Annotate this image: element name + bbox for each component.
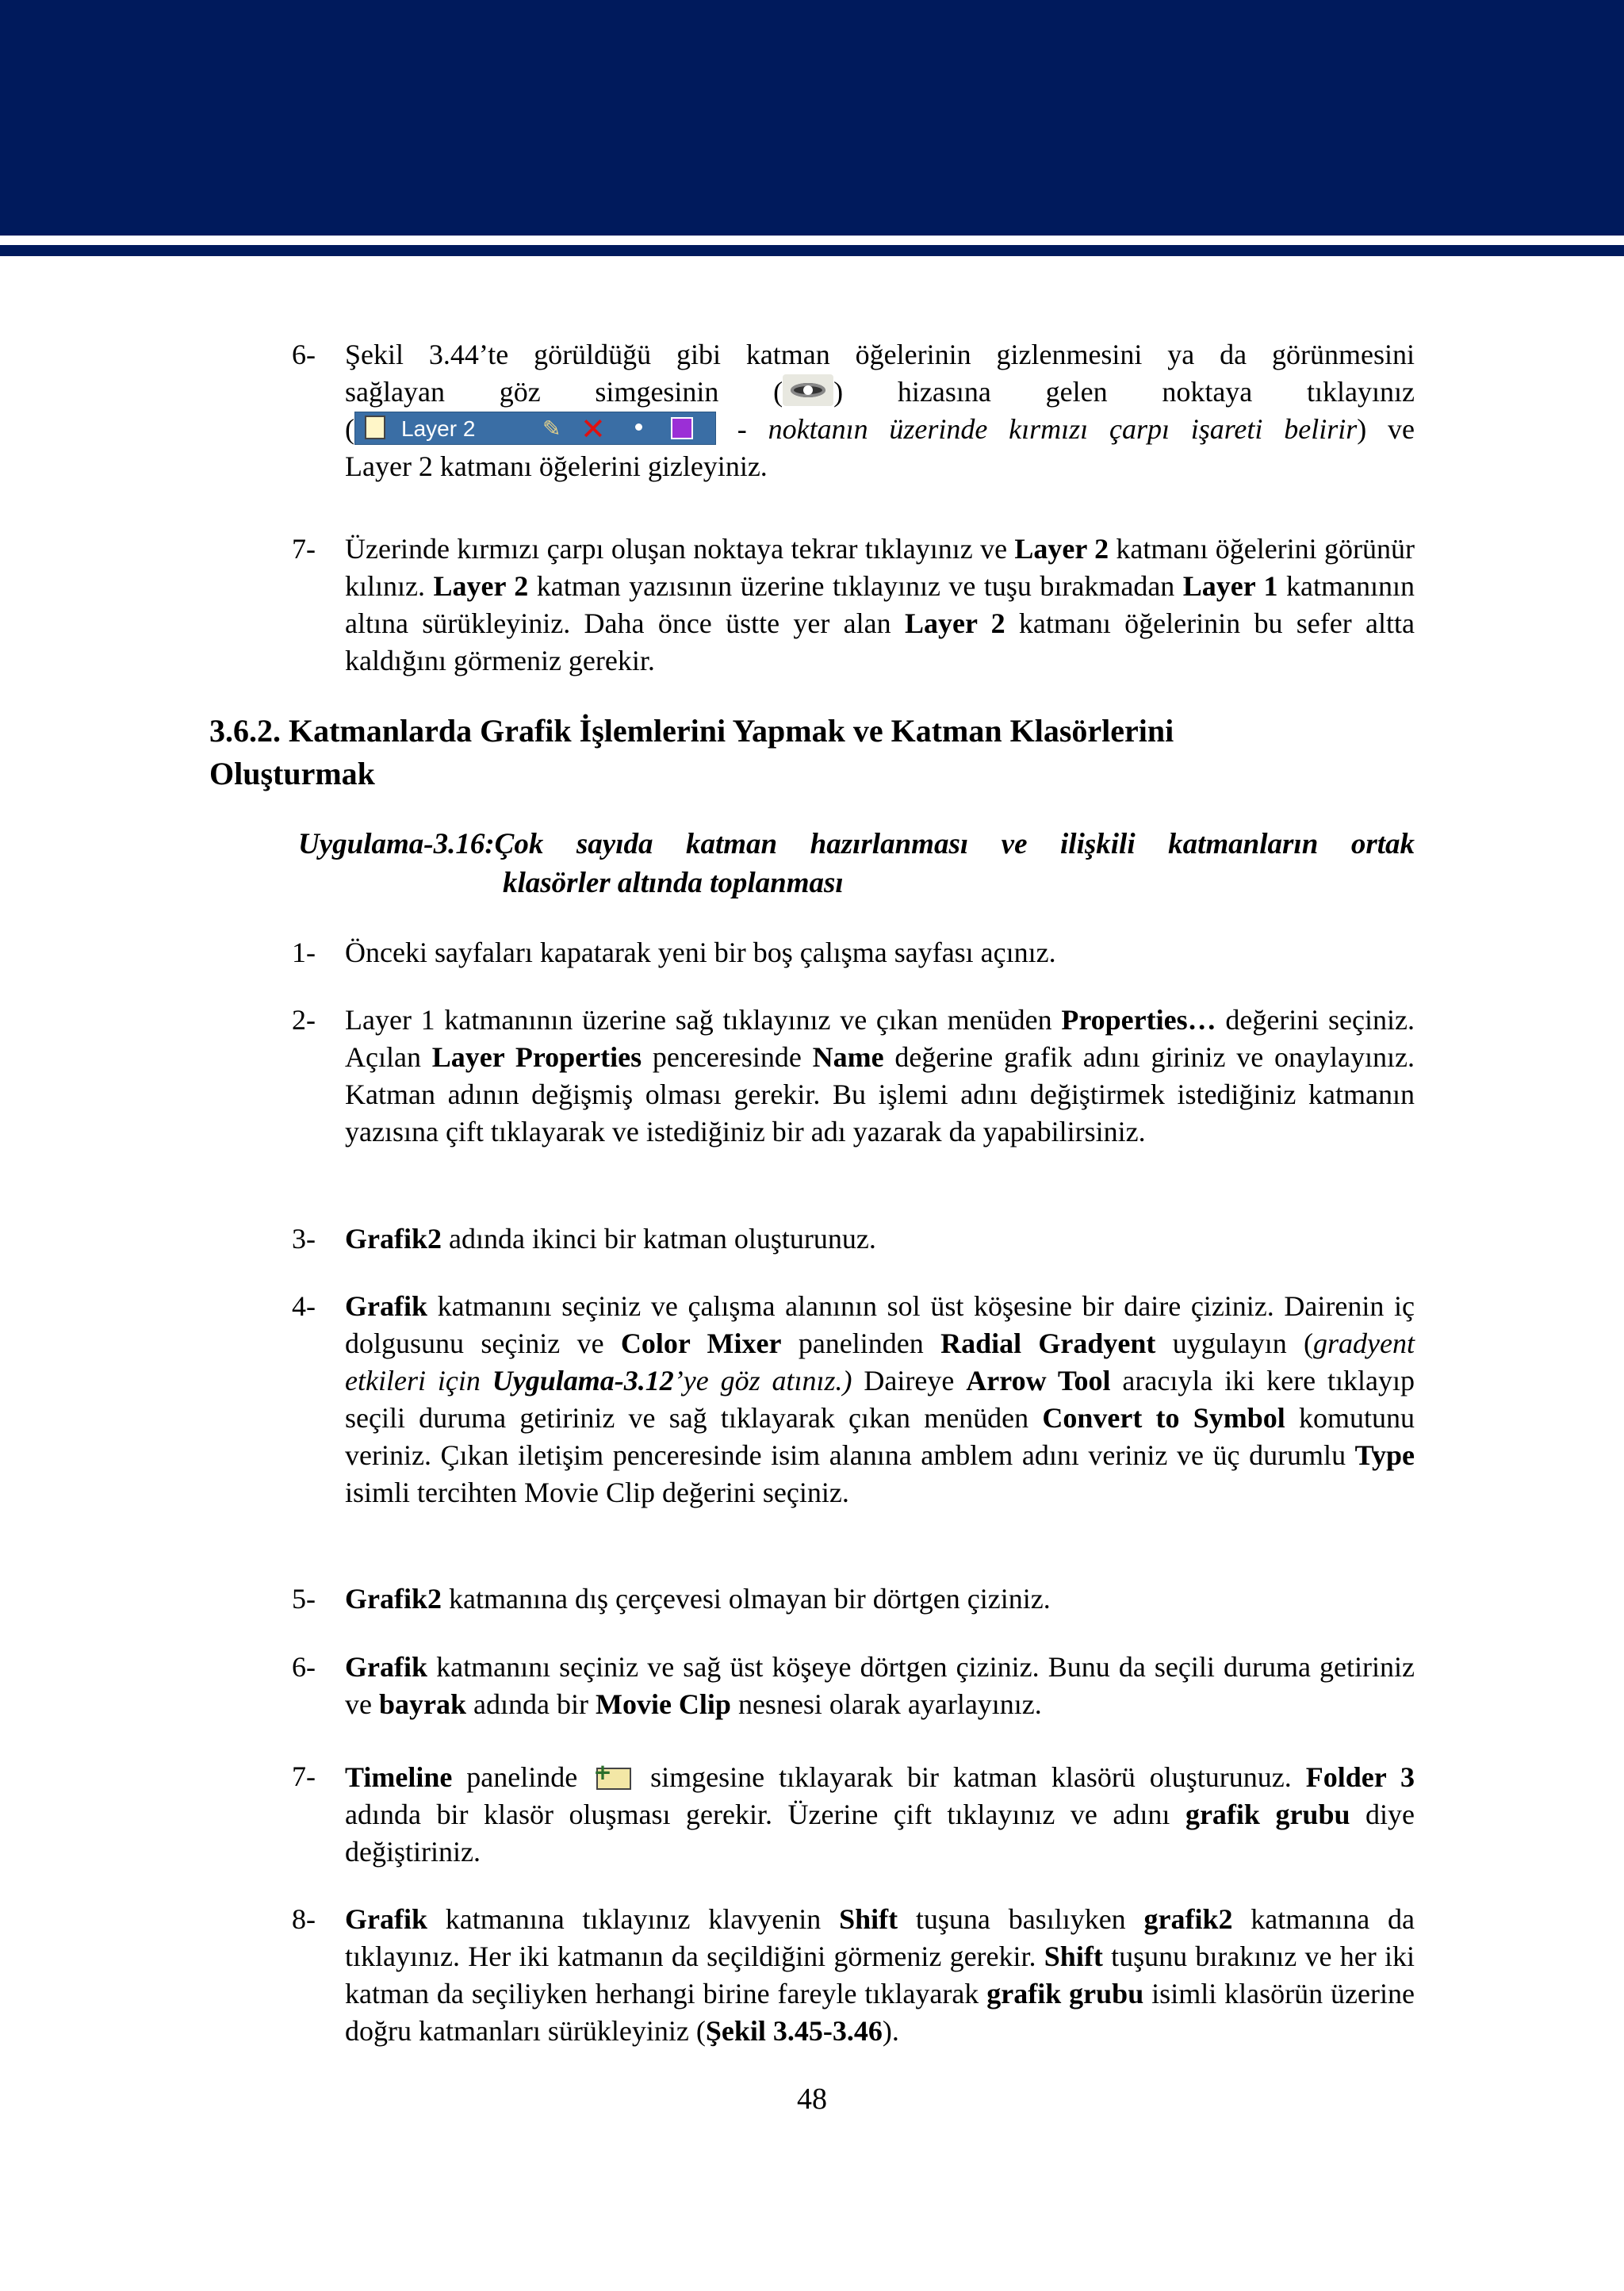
item-number: 2-	[292, 1004, 316, 1036]
application-title: Uygulama-3.16:Çok sayıda katman hazırlanması ve ilişkili katmanların ortak klasörler altında toplanması	[298, 828, 1415, 899]
item-number: 5-	[292, 1583, 316, 1615]
layer-row-icon	[354, 412, 716, 445]
list-item	[292, 934, 1415, 971]
item-number: 8-	[292, 1903, 316, 1935]
header-rule	[0, 245, 1624, 256]
item-number: 6-	[292, 339, 316, 370]
item-number: 4-	[292, 1290, 316, 1322]
red-x-icon: ✕	[580, 412, 606, 446]
list-item	[292, 1002, 1415, 1151]
item-number: 3-	[292, 1223, 316, 1255]
item-text: Şekil 3.44’te görüldüğü gibi katman öğelerinin gizlenmesini ya da görünmesini sağlayan göz simgesinin ( ) hizasına gelen noktaya tıklayınız ( Layer 2 ✎ ✕ - noktanın üzerinde kırmızı çarpı işareti belirir) ve Layer 2 katmanı öğelerini gizleyiniz.	[345, 339, 1415, 482]
pencil-icon: ✎	[542, 416, 561, 442]
header-band	[0, 0, 1624, 236]
list-item	[292, 531, 1415, 680]
item-number: 1-	[292, 937, 316, 968]
item-text: Layer 1 katmanının üzerine sağ tıklayınız ve çıkan menüden Properties… değerini seçiniz. Açılan Layer Properties penceresinde Name değerine grafik adını giriniz ve onaylayınız. Katman adının değişmiş olması gerekir. Bu işlemi adını değiştirmek istediğiniz katmanın yazısına çift tıklayarak ve istediğiniz bir adı yazarak da yapabilirsiniz.	[345, 1004, 1415, 1147]
item-number: 6-	[292, 1651, 316, 1683]
item-text: Grafik katmanını seçiniz ve çalışma alanının sol üst köşesine bir daire çiziniz. Dairenin iç dolgusunu seçiniz ve Color Mixer panelinden Radial Gradyent uygulayın (gradyent etkileri için Uygulama-3.12’ye göz atınız.) Daireye Arrow Tool aracıyla iki kere tıklayıp seçili duruma getiriniz ve sağ tıklayarak çıkan menüden Convert to Symbol komutunu veriniz. Çıkan iletişim penceresinde isim alanına amblem adını veriniz ve üç durumlu Type isimli tercihten Movie Clip değerini seçiniz.	[345, 1290, 1415, 1508]
list-item	[292, 336, 1415, 485]
new-folder-icon	[592, 1758, 636, 1791]
item-text: Timeline panelinde + simgesine tıklayarak bir katman klasörü oluşturunuz. Folder 3 adında bir klasör oluşması gerekir. Üzerine çift tıklayınız ve adını grafik grubu diye değiştiriniz.	[345, 1758, 1415, 1871]
layer-page-icon	[365, 416, 385, 439]
item-number: 7-	[292, 533, 316, 565]
item-text: Grafik katmanına tıklayınız klavyenin Shift tuşuna basılıyken grafik2 katmanına da tıklayınız. Her iki katmanın da seçildiğini görmeniz gerekir. Shift tuşunu bırakınız ve her iki katman da seçiliyken herhangi birine fareyle tıklayarak grafik grubu isimli klasörün üzerine doğru katmanları sürükleyiniz (Şekil 3.45-3.46).	[345, 1903, 1415, 2047]
list-item	[292, 1901, 1415, 2050]
dot-icon	[635, 423, 642, 431]
list-item	[292, 1649, 1415, 1723]
eye-icon	[783, 374, 833, 406]
item-number: 7-	[292, 1760, 316, 1792]
section-heading: 3.6.2. Katmanlarda Grafik İşlemlerini Yapmak ve Katman Klasörlerini Oluşturmak	[209, 713, 1174, 791]
item-text: Üzerinde kırmızı çarpı oluşan noktaya tekrar tıklayınız ve Layer 2 katmanı öğelerini görünür kılınız. Layer 2 katman yazısının üzerine tıklayınız ve tuşu bırakmadan Layer 1 katmanının altına sürükleyiniz. Daha önce üstte yer alan Layer 2 katmanı öğelerinin bu sefer altta kaldığını görmeniz gerekir.	[345, 533, 1415, 676]
list-item	[292, 1288, 1415, 1511]
page-number: 48	[797, 2082, 827, 2116]
list-item	[292, 1220, 1415, 1258]
layer-label: Layer 2	[401, 416, 476, 441]
item-text: Önceki sayfaları kapatarak yeni bir boş çalışma sayfası açınız.	[345, 937, 1056, 968]
item-text: Grafik katmanını seçiniz ve sağ üst köşeye dörtgen çiziniz. Bunu da seçili duruma getiriniz ve bayrak adında bir Movie Clip nesnesi olarak ayarlayınız.	[345, 1651, 1415, 1720]
list-item	[292, 1580, 1415, 1618]
list-item	[292, 1758, 1415, 1871]
outline-square-icon	[671, 417, 693, 439]
header-gap	[0, 236, 1624, 245]
item-text: Grafik2 katmanına dış çerçevesi olmayan bir dörtgen çiziniz.	[345, 1583, 1051, 1615]
item-text: Grafik2 adında ikinci bir katman oluşturunuz.	[345, 1223, 876, 1255]
